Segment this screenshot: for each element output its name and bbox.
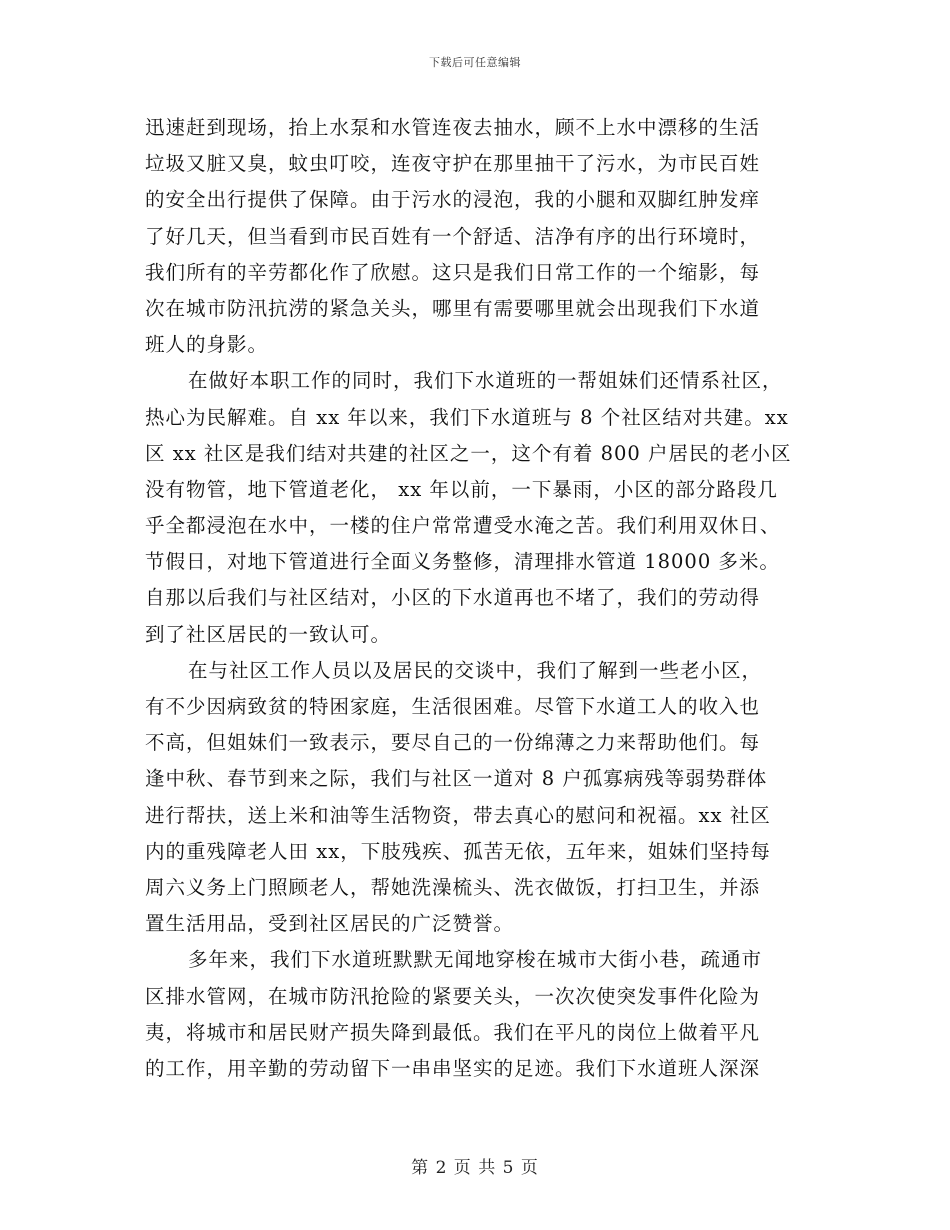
text-line: 到了社区居民的一致认可。 xyxy=(145,622,392,646)
text-line: 夷，将城市和居民财产损失降到最低。我们在平凡的岗位上做着平凡 xyxy=(145,1020,761,1044)
text-line: 热心为民解难。自 xx 年以来，我们下水道班与 8 个社区结对共建。xx xyxy=(145,405,789,429)
paragraph-first-line: 在与社区工作人员以及居民的交谈中，我们了解到一些老小区， xyxy=(188,658,763,682)
text-line: 自那以后我们与社区结对，小区的下水道再也不堵了，我们的劳动得 xyxy=(145,586,761,610)
text-line: 垃圾又脏又臭，蚊虫叮咬，连夜守护在那里抽干了污水，为市民百姓 xyxy=(145,152,761,176)
text-line: 周六义务上门照顾老人，帮她洗澡梳头、洗衣做饭，打扫卫生，并添 xyxy=(145,875,761,899)
text-line: 次在城市防汛抗涝的紧急关头，哪里有需要哪里就会出现我们下水道 xyxy=(145,296,761,320)
text-line: 置生活用品，受到社区居民的广泛赞誉。 xyxy=(145,912,515,936)
page-header: 下载后可任意编辑 xyxy=(429,56,521,69)
text-line: 的工作，用辛勤的劳动留下一串串坚实的足迹。我们下水道班人深深 xyxy=(145,1056,761,1080)
text-line: 了好几天，但当看到市民百姓有一个舒适、洁净有序的出行环境时， xyxy=(145,224,761,248)
text-line: 班人的身影。 xyxy=(145,333,269,357)
text-line: 乎全都浸泡在水中，一楼的住户常常遭受水淹之苦。我们利用双休日、 xyxy=(145,514,781,538)
text-line: 没有物管，地下管道老化， xx 年以前，一下暴雨，小区的部分路段几 xyxy=(145,477,778,501)
text-line: 进行帮扶，送上米和油等生活物资，带去真心的慰问和祝福。xx 社区 xyxy=(145,803,771,827)
body-text xyxy=(145,110,810,1087)
text-line: 我们所有的辛劳都化作了欣慰。这只是我们日常工作的一个缩影，每 xyxy=(145,260,761,284)
page-number: 第 2 页 共 5 页 xyxy=(411,1158,539,1178)
text-line: 迅速赶到现场，抬上水泵和水管连夜去抽水，顾不上水中漂移的生活 xyxy=(145,116,761,139)
paragraph-first-line: 在做好本职工作的同时，我们下水道班的一帮姐妹们还情系社区， xyxy=(188,369,783,393)
text-line: 内的重残障老人田 xx，下肢残疾、孤苦无依，五年来，姐妹们坚持每 xyxy=(145,839,771,863)
paragraph-first-line: 多年来，我们下水道班默默无闻地穿梭在城市大街小巷，疏通市 xyxy=(188,948,763,972)
text-line: 不高，但姐妹们一致表示，要尽自己的一份绵薄之力来帮助他们。每 xyxy=(145,731,761,755)
text-line: 区 xx 社区是我们结对共建的社区之一，这个有着 800 户居民的老小区 xyxy=(145,441,792,465)
text-line: 逢中秋、春节到来之际，我们与社区一道对 8 户孤寡病残等弱势群体 xyxy=(145,767,768,791)
text-line: 的安全出行提供了保障。由于污水的浸泡，我的小腿和双脚红肿发痒 xyxy=(145,188,761,212)
text-line: 有不少因病致贫的特困家庭，生活很困难。尽管下水道工人的收入也 xyxy=(145,695,761,718)
text-line: 区排水管网，在城市防汛抢险的紧要关头，一次次使突发事件化险为 xyxy=(145,984,761,1008)
text-line: 节假日，对地下管道进行全面义务整修，清理排水管道 18000 多米。 xyxy=(145,550,780,574)
